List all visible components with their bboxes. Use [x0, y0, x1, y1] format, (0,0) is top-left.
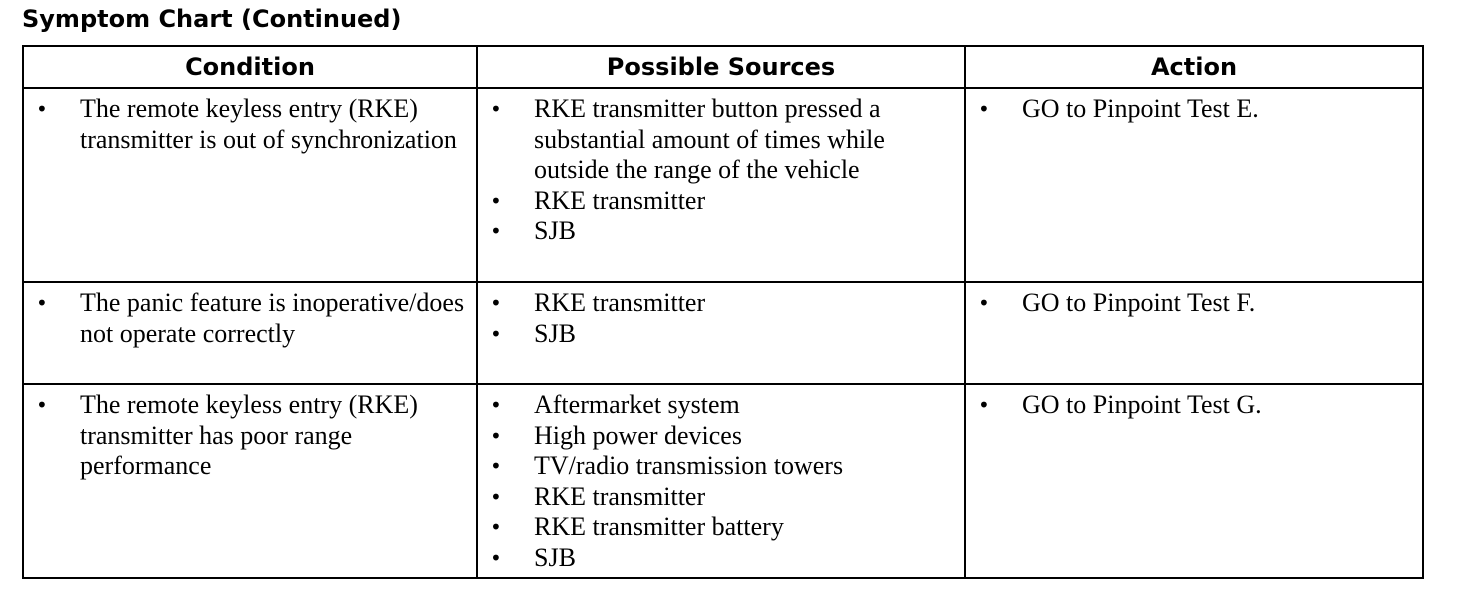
action-list [966, 89, 1422, 128]
sources-list [478, 89, 964, 250]
sources-list [478, 283, 964, 352]
list-item: • TV/radio transmission towers [490, 451, 956, 482]
condition-cell [23, 384, 477, 578]
list-item: • GO to Pinpoint Test E. [978, 94, 1414, 125]
condition-list [24, 283, 476, 352]
action-list [966, 283, 1422, 322]
table-row [23, 282, 1423, 384]
list-item: • RKE transmitter [490, 186, 956, 217]
list-item: • SJB [490, 216, 956, 247]
header-row [23, 46, 1423, 88]
list-item: • RKE transmitter [490, 482, 956, 513]
condition-list [24, 89, 476, 158]
list-item: • Aftermarket system [490, 390, 956, 421]
action-cell [965, 384, 1423, 578]
table-row [23, 88, 1423, 282]
table-row [23, 384, 1423, 578]
list-item: • High power devices [490, 421, 956, 452]
symptom-table [22, 45, 1424, 579]
list-item: • GO to Pinpoint Test F. [978, 288, 1414, 319]
sources-cell [477, 384, 965, 578]
sources-cell [477, 88, 965, 282]
chart-title: Symptom Chart (Continued) [22, 5, 402, 33]
action-header: Action [965, 46, 1423, 88]
list-item: • SJB [490, 543, 956, 574]
list-item: • RKE transmitter [490, 288, 956, 319]
action-cell [965, 88, 1423, 282]
possible-sources-header: Possible Sources [477, 46, 965, 88]
condition-header: Condition [23, 46, 477, 88]
action-list [966, 385, 1422, 424]
list-item: • GO to Pinpoint Test G. [978, 390, 1414, 421]
condition-list [24, 385, 476, 485]
list-item: • RKE transmitter battery [490, 512, 956, 543]
list-item: • SJB [490, 319, 956, 350]
list-item: • The remote keyless entry (RKE) transmitter is out of synchronization [36, 94, 468, 155]
condition-cell [23, 88, 477, 282]
sources-list [478, 385, 964, 576]
sources-cell [477, 282, 965, 384]
action-cell [965, 282, 1423, 384]
condition-cell [23, 282, 477, 384]
list-item: • The panic feature is inoperative/does not operate correctly [36, 288, 468, 349]
list-item: • RKE transmitter button pressed a substantial amount of times while outside the range of the vehicle [490, 94, 956, 186]
list-item: • The remote keyless entry (RKE) transmitter has poor range performance [36, 390, 468, 482]
